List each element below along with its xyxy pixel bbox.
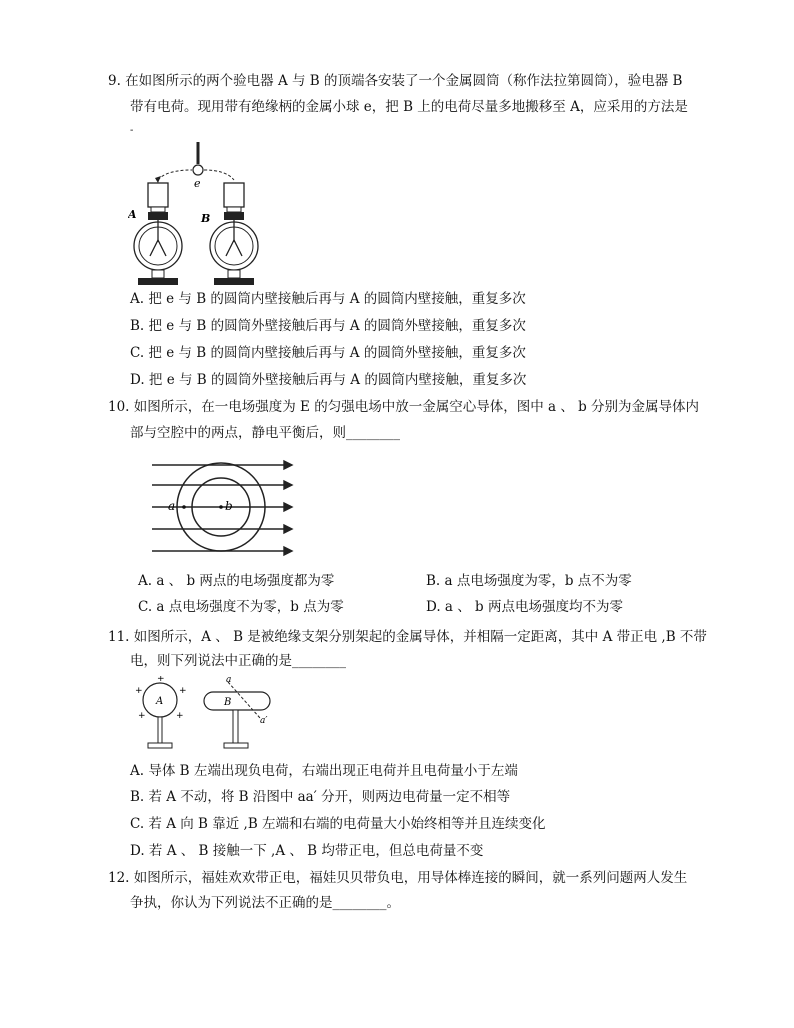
q10-label-b: b xyxy=(225,499,233,513)
q9-option-b[interactable]: B. 把 e 与 B 的圆筒外壁接触后再与 A 的圆筒外壁接触，重复多次 xyxy=(130,318,526,334)
q10-stem-line2: 部与空腔中的两点，静电平衡后，则________ xyxy=(130,425,400,441)
q9-stem-line1: 9. 在如图所示的两个验电器 A 与 B 的顶端各安装了一个金属圆筒（称作法拉第圆筒），验电器 B xyxy=(108,73,683,89)
q11-option-b[interactable]: B. 若 A 不动，将 B 沿图中 aa′ 分开，则两边电荷量一定不相等 xyxy=(130,789,511,805)
q10-stem-line1: 10. 如图所示，在一电场强度为 E 的匀强电场中放一金属空心导体，图中 a 、 b 分别为金属导体内 xyxy=(108,399,700,415)
q11-label-a-prime: a′ xyxy=(260,716,268,726)
q9-label-e: e xyxy=(194,177,201,190)
q12-stem-line2: 争执，你认为下列说法不正确的是________。 xyxy=(130,895,400,911)
q11-plus-top: + xyxy=(157,676,165,684)
q10-option-d[interactable]: D. a 、 b 两点电场强度均不为零 xyxy=(426,599,623,615)
q11-plus-lower-right: + xyxy=(176,711,184,721)
q11-plus-right: + xyxy=(179,686,187,696)
q11-conductor-figure xyxy=(134,676,294,756)
q10-option-a[interactable]: A. a 、 b 两点的电场强度都为零 xyxy=(138,573,335,589)
q11-option-c[interactable]: C. 若 A 向 B 靠近 ,B 左端和右端的电荷量大小始终相等并且连续变化 xyxy=(130,816,546,832)
q9-label-A: A xyxy=(128,208,137,221)
q11-label-A: A xyxy=(156,696,164,707)
q11-plus-lower-left: + xyxy=(138,711,146,721)
q9-option-a[interactable]: A. 把 e 与 B 的圆筒内壁接触后再与 A 的圆筒内壁接触，重复多次 xyxy=(130,291,526,307)
q9-option-d[interactable]: D. 把 e 与 B 的圆筒外壁接触后再与 A 的圆筒内壁接触，重复多次 xyxy=(130,372,527,388)
q10-field-figure xyxy=(148,455,298,565)
q11-option-a[interactable]: A. 导体 B 左端出现负电荷，右端出现正电荷并且电荷量小于左端 xyxy=(130,763,518,779)
q9-stem-line3: - xyxy=(130,125,134,136)
q10-option-b[interactable]: B. a 点电场强度为零，b 点不为零 xyxy=(426,573,632,589)
q9-option-c[interactable]: C. 把 e 与 B 的圆筒内壁接触后再与 A 的圆筒外壁接触，重复多次 xyxy=(130,345,526,361)
q10-label-a: a xyxy=(168,499,176,513)
q11-label-a: a xyxy=(226,676,232,685)
q9-electroscope-figure xyxy=(128,140,348,290)
q11-option-d[interactable]: D. 若 A 、 B 接触一下 ,A 、 B 均带正电，但总电荷量不变 xyxy=(130,843,484,859)
q11-stem-line1: 11. 如图所示，A 、 B 是被绝缘支架分别架起的金属导体，并相隔一定距离，其中 A 带正电 ,B 不带 xyxy=(108,629,707,645)
q10-option-c[interactable]: C. a 点电场强度不为零，b 点为零 xyxy=(138,599,344,615)
q9-label-B: B xyxy=(201,212,211,225)
q11-plus-left: + xyxy=(135,686,143,696)
q11-label-B: B xyxy=(224,697,232,708)
q9-stem-line2: 带有电荷。现用带有绝缘柄的金属小球 e，把 B 上的电荷尽量多地搬移至 A，应采用的方法是 xyxy=(130,99,688,115)
q11-stem-line2: 电，则下列说法中正确的是________ xyxy=(130,653,346,669)
q12-stem-line1: 12. 如图所示，福娃欢欢带正电，福娃贝贝带负电，用导体棒连接的瞬间，就一系列问题两人发生 xyxy=(108,870,688,886)
